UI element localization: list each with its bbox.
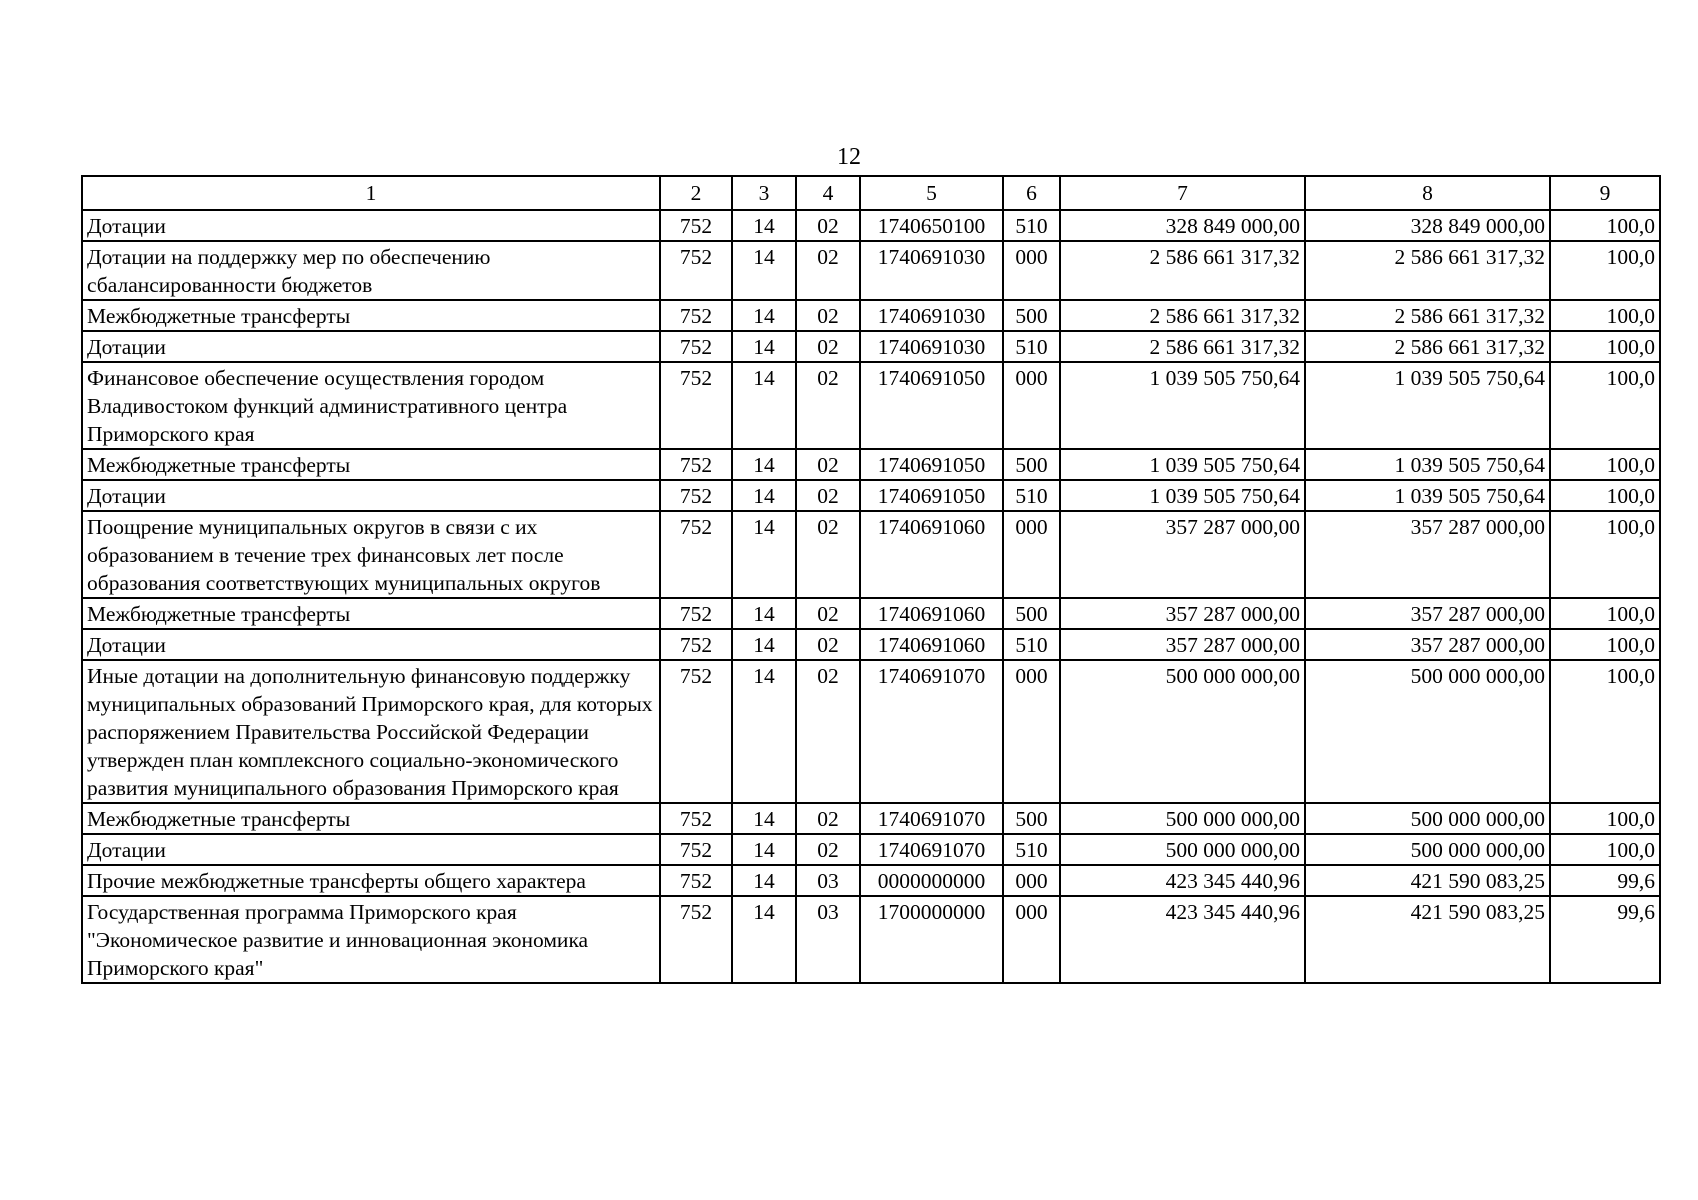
- row-name: Дотации на поддержку мер по обеспечению сбалансированности бюджетов: [82, 241, 660, 300]
- col-5-code: 1740691050: [860, 362, 1003, 449]
- col-7-amount: 1 039 505 750,64: [1060, 480, 1305, 511]
- col-5-code: 1700000000: [860, 896, 1003, 983]
- col-5-code: 1740691030: [860, 300, 1003, 331]
- row-name: Межбюджетные трансферты: [82, 449, 660, 480]
- col-5-code: 1740691050: [860, 480, 1003, 511]
- col-6-code: 000: [1003, 362, 1060, 449]
- col-4-code: 02: [796, 241, 860, 300]
- col-6-code: 510: [1003, 629, 1060, 660]
- col-5-code: 1740691070: [860, 803, 1003, 834]
- table-row: [82, 300, 1660, 331]
- col-2-code: 752: [660, 834, 732, 865]
- column-header: 6: [1003, 176, 1060, 210]
- col-4-code: 02: [796, 210, 860, 241]
- column-header: 4: [796, 176, 860, 210]
- table-row: [82, 331, 1660, 362]
- col-6-code: 500: [1003, 449, 1060, 480]
- table-row: [82, 865, 1660, 896]
- col-2-code: 752: [660, 598, 732, 629]
- column-header: 3: [732, 176, 796, 210]
- col-4-code: 02: [796, 480, 860, 511]
- col-5-code: 1740691030: [860, 331, 1003, 362]
- column-header: 8: [1305, 176, 1550, 210]
- col-3-code: 14: [732, 660, 796, 803]
- row-name: Поощрение муниципальных округов в связи с их образованием в течение трех финансовых лет после образования соответствующих муниципальных округов: [82, 511, 660, 598]
- col-8-amount: 2 586 661 317,32: [1305, 331, 1550, 362]
- col-2-code: 752: [660, 300, 732, 331]
- row-name: Межбюджетные трансферты: [82, 598, 660, 629]
- col-6-code: 000: [1003, 660, 1060, 803]
- table-row: [82, 629, 1660, 660]
- col-3-code: 14: [732, 480, 796, 511]
- col-9-percent: 100,0: [1550, 598, 1660, 629]
- col-2-code: 752: [660, 865, 732, 896]
- row-name: Иные дотации на дополнительную финансовую поддержку муниципальных образований Приморского края, для которых распоряжением Правительства Российской Федерации утвержден план комплексного социально-экономического развития муниципального образования Приморского края: [82, 660, 660, 803]
- header-row: [82, 176, 1660, 210]
- col-6-code: 510: [1003, 834, 1060, 865]
- col-3-code: 14: [732, 865, 796, 896]
- col-3-code: 14: [732, 511, 796, 598]
- col-4-code: 02: [796, 362, 860, 449]
- col-8-amount: 1 039 505 750,64: [1305, 449, 1550, 480]
- table-row: [82, 803, 1660, 834]
- col-7-amount: 1 039 505 750,64: [1060, 362, 1305, 449]
- col-3-code: 14: [732, 896, 796, 983]
- col-4-code: 02: [796, 598, 860, 629]
- table-header: [82, 176, 1660, 210]
- col-9-percent: 100,0: [1550, 511, 1660, 598]
- col-5-code: 1740691070: [860, 660, 1003, 803]
- col-3-code: 14: [732, 331, 796, 362]
- col-5-code: 1740691050: [860, 449, 1003, 480]
- table-row: [82, 834, 1660, 865]
- col-6-code: 000: [1003, 511, 1060, 598]
- col-6-code: 510: [1003, 331, 1060, 362]
- col-2-code: 752: [660, 241, 732, 300]
- col-2-code: 752: [660, 210, 732, 241]
- col-7-amount: 2 586 661 317,32: [1060, 241, 1305, 300]
- col-9-percent: 100,0: [1550, 362, 1660, 449]
- table-row: [82, 480, 1660, 511]
- col-2-code: 752: [660, 480, 732, 511]
- column-header: 1: [82, 176, 660, 210]
- col-8-amount: 421 590 083,25: [1305, 865, 1550, 896]
- col-3-code: 14: [732, 241, 796, 300]
- col-6-code: 500: [1003, 803, 1060, 834]
- row-name: Межбюджетные трансферты: [82, 300, 660, 331]
- col-9-percent: 100,0: [1550, 331, 1660, 362]
- col-2-code: 752: [660, 511, 732, 598]
- column-header: 5: [860, 176, 1003, 210]
- col-4-code: 02: [796, 331, 860, 362]
- page-number: 12: [837, 144, 861, 170]
- row-name: Дотации: [82, 629, 660, 660]
- table-row: [82, 511, 1660, 598]
- col-6-code: 500: [1003, 300, 1060, 331]
- col-4-code: 03: [796, 896, 860, 983]
- col-8-amount: 500 000 000,00: [1305, 660, 1550, 803]
- col-4-code: 02: [796, 511, 860, 598]
- col-8-amount: 357 287 000,00: [1305, 511, 1550, 598]
- col-5-code: 1740691060: [860, 598, 1003, 629]
- col-7-amount: 357 287 000,00: [1060, 598, 1305, 629]
- col-3-code: 14: [732, 210, 796, 241]
- col-5-code: 1740691070: [860, 834, 1003, 865]
- table-row: [82, 896, 1660, 983]
- table-row: [82, 598, 1660, 629]
- col-3-code: 14: [732, 629, 796, 660]
- col-3-code: 14: [732, 803, 796, 834]
- col-8-amount: 1 039 505 750,64: [1305, 480, 1550, 511]
- col-4-code: 03: [796, 865, 860, 896]
- col-2-code: 752: [660, 803, 732, 834]
- col-5-code: 0000000000: [860, 865, 1003, 896]
- table-row: [82, 660, 1660, 803]
- col-7-amount: 2 586 661 317,32: [1060, 300, 1305, 331]
- row-name: Межбюджетные трансферты: [82, 803, 660, 834]
- column-header: 2: [660, 176, 732, 210]
- col-5-code: 1740650100: [860, 210, 1003, 241]
- col-2-code: 752: [660, 629, 732, 660]
- col-3-code: 14: [732, 598, 796, 629]
- col-4-code: 02: [796, 629, 860, 660]
- row-name: Дотации: [82, 331, 660, 362]
- col-5-code: 1740691060: [860, 629, 1003, 660]
- col-8-amount: 357 287 000,00: [1305, 598, 1550, 629]
- col-8-amount: 1 039 505 750,64: [1305, 362, 1550, 449]
- col-9-percent: 100,0: [1550, 241, 1660, 300]
- row-name: Дотации: [82, 480, 660, 511]
- col-3-code: 14: [732, 834, 796, 865]
- table-row: [82, 210, 1660, 241]
- column-header: 9: [1550, 176, 1660, 210]
- col-3-code: 14: [732, 362, 796, 449]
- col-6-code: 000: [1003, 896, 1060, 983]
- col-9-percent: 99,6: [1550, 865, 1660, 896]
- col-7-amount: 357 287 000,00: [1060, 629, 1305, 660]
- row-name: Дотации: [82, 834, 660, 865]
- col-8-amount: 328 849 000,00: [1305, 210, 1550, 241]
- row-name: Дотации: [82, 210, 660, 241]
- col-8-amount: 500 000 000,00: [1305, 803, 1550, 834]
- row-name: Финансовое обеспечение осуществления городом Владивостоком функций административного центра Приморского края: [82, 362, 660, 449]
- column-header: 7: [1060, 176, 1305, 210]
- col-9-percent: 100,0: [1550, 210, 1660, 241]
- col-6-code: 000: [1003, 241, 1060, 300]
- col-3-code: 14: [732, 449, 796, 480]
- col-8-amount: 357 287 000,00: [1305, 629, 1550, 660]
- col-7-amount: 500 000 000,00: [1060, 660, 1305, 803]
- col-9-percent: 100,0: [1550, 480, 1660, 511]
- col-4-code: 02: [796, 660, 860, 803]
- col-7-amount: 500 000 000,00: [1060, 803, 1305, 834]
- col-9-percent: 100,0: [1550, 629, 1660, 660]
- col-9-percent: 100,0: [1550, 449, 1660, 480]
- col-2-code: 752: [660, 449, 732, 480]
- col-8-amount: 500 000 000,00: [1305, 834, 1550, 865]
- col-7-amount: 328 849 000,00: [1060, 210, 1305, 241]
- col-9-percent: 100,0: [1550, 834, 1660, 865]
- col-6-code: 510: [1003, 480, 1060, 511]
- col-7-amount: 357 287 000,00: [1060, 511, 1305, 598]
- col-2-code: 752: [660, 896, 732, 983]
- row-name: Прочие межбюджетные трансферты общего характера: [82, 865, 660, 896]
- col-6-code: 500: [1003, 598, 1060, 629]
- col-5-code: 1740691030: [860, 241, 1003, 300]
- col-7-amount: 423 345 440,96: [1060, 865, 1305, 896]
- col-7-amount: 500 000 000,00: [1060, 834, 1305, 865]
- col-8-amount: 2 586 661 317,32: [1305, 300, 1550, 331]
- col-3-code: 14: [732, 300, 796, 331]
- col-2-code: 752: [660, 660, 732, 803]
- col-4-code: 02: [796, 449, 860, 480]
- col-9-percent: 99,6: [1550, 896, 1660, 983]
- col-7-amount: 1 039 505 750,64: [1060, 449, 1305, 480]
- row-name: Государственная программа Приморского края "Экономическое развитие и инновационная экономика Приморского края": [82, 896, 660, 983]
- table-body: [82, 210, 1660, 983]
- col-9-percent: 100,0: [1550, 660, 1660, 803]
- col-7-amount: 423 345 440,96: [1060, 896, 1305, 983]
- col-9-percent: 100,0: [1550, 803, 1660, 834]
- col-7-amount: 2 586 661 317,32: [1060, 331, 1305, 362]
- col-4-code: 02: [796, 834, 860, 865]
- col-4-code: 02: [796, 803, 860, 834]
- table-row: [82, 362, 1660, 449]
- col-6-code: 510: [1003, 210, 1060, 241]
- table-row: [82, 449, 1660, 480]
- col-2-code: 752: [660, 362, 732, 449]
- col-2-code: 752: [660, 331, 732, 362]
- col-8-amount: 421 590 083,25: [1305, 896, 1550, 983]
- budget-table: [81, 175, 1661, 984]
- col-8-amount: 2 586 661 317,32: [1305, 241, 1550, 300]
- col-6-code: 000: [1003, 865, 1060, 896]
- table-row: [82, 241, 1660, 300]
- col-5-code: 1740691060: [860, 511, 1003, 598]
- col-4-code: 02: [796, 300, 860, 331]
- col-9-percent: 100,0: [1550, 300, 1660, 331]
